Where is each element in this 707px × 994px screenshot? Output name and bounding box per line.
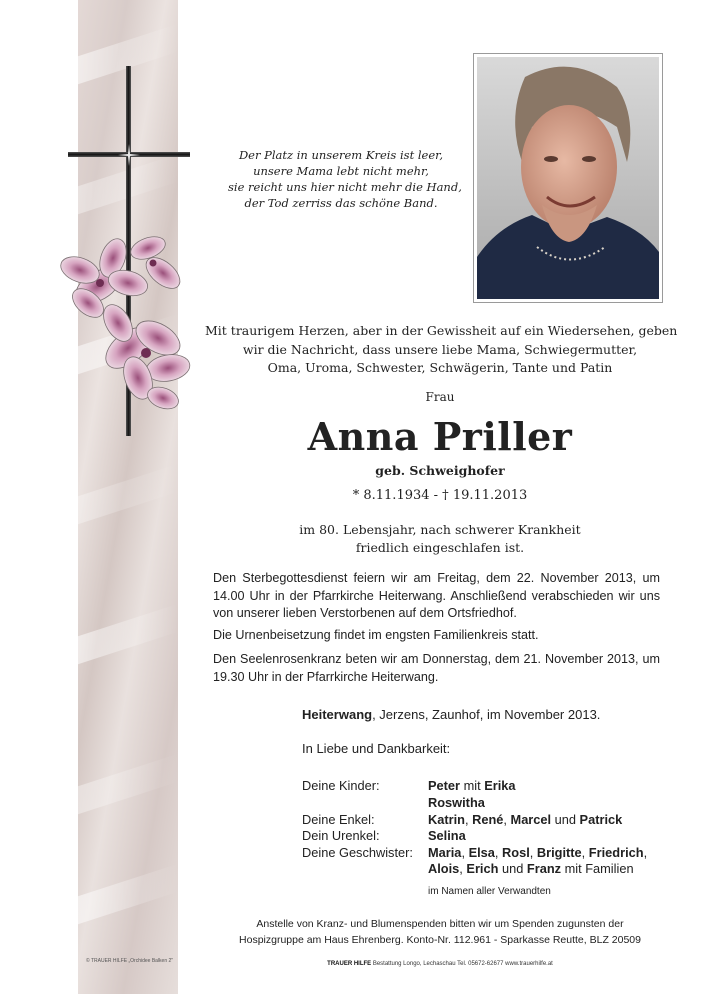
great-grandchild-name [428, 828, 466, 845]
donation-line: Anstelle von Kranz- und Blumenspenden bitten wir um Spenden zugunsten der [256, 918, 624, 930]
band-texture [78, 754, 178, 814]
orchid-flowers-icon [58, 228, 193, 418]
family-connector: , [494, 845, 503, 860]
salutation: Frau [425, 390, 455, 404]
deceased-name: Anna Priller [307, 414, 573, 459]
family-connector: , [459, 861, 467, 876]
undertaker-contact: Bestattung Longo, Lechaschau Tel. 05672-62677 www.trauerhilfe.at [371, 961, 553, 967]
maiden-name: geb. Schweighofer [375, 463, 505, 478]
siblings-label: Deine Geschwister: [302, 845, 413, 860]
grandchildren-label: Deine Enkel: [302, 812, 375, 827]
family-name: Peter [428, 778, 461, 793]
donation-note [205, 916, 675, 948]
family-name: Patrick [579, 812, 623, 827]
family-connector: , [581, 845, 589, 860]
portrait-image [477, 57, 659, 299]
sparkle-icon [118, 144, 140, 166]
life-dates: * 8.11.1934 - † 19.11.2013 [352, 488, 528, 503]
family-name: Friedrich [588, 845, 644, 860]
family-name: Erika [484, 778, 516, 793]
relatives-note: im Namen aller Verwandten [428, 886, 551, 897]
portrait-photo-frame [473, 53, 663, 303]
family-connector: , [503, 812, 511, 827]
band-texture [78, 864, 178, 924]
family-name: Katrin [428, 812, 465, 827]
place-date [302, 707, 600, 722]
place-rest: , Jerzens, Zaunhof, im November 2013. [372, 707, 601, 722]
undertaker-footer [205, 961, 675, 967]
family-connector: , [464, 812, 473, 827]
family-connector: , [529, 845, 537, 860]
thanks-line: In Liebe und Dankbarkeit: [302, 741, 451, 756]
portrait-photo [477, 57, 659, 299]
band-texture [78, 464, 178, 524]
great-grandchild-label: Dein Urenkel: [302, 828, 380, 843]
passing-line: friedlich eingeschlafen ist. [355, 540, 525, 555]
donation-line: Hospizgruppe am Haus Ehrenberg. Konto-Nr. 112.961 - Sparkasse Reutte, BLZ 20509 [239, 934, 641, 946]
passing-note [205, 521, 675, 557]
band-texture [78, 604, 178, 664]
family-connector: und [551, 812, 580, 827]
family-name: Roswitha [428, 795, 485, 810]
family-name: Selina [428, 828, 466, 843]
family-connector: , [461, 845, 469, 860]
urn-burial-text: Die Urnenbeisetzung findet im engsten Familienkreis statt. [213, 628, 539, 642]
intro-line: wir die Nachricht, dass unsere liebe Mama, Schwiegermutter, [242, 341, 638, 357]
copyright-note: © TRAUER HILFE „Orchidee Balken 2" [86, 958, 174, 964]
family-name: Brigitte [536, 845, 582, 860]
family-name: Marcel [510, 812, 552, 827]
family-name: Alois [428, 861, 460, 876]
family-name: Maria [428, 845, 462, 860]
family-name: Rosl [502, 845, 530, 860]
funeral-service-text: Den Sterbegottesdienst feiern wir am Freitag, dem 22. November 2013, um 14.00 Uhr in der Pfarrkirche Heiterwang. Anschließend verabschieden wir uns von unserer lieben Verstorbenen auf dem Ortsfriedhof. [213, 571, 660, 620]
siblings-names-2 [428, 861, 634, 878]
family-connector: und [498, 861, 527, 876]
family-name: Elsa [468, 845, 495, 860]
rosary-text: Den Seelenrosenkranz beten wir am Donnerstag, dem 21. November 2013, um 19.30 Uhr in der Pfarrkirche Heiterwang. [213, 652, 660, 684]
poem-line: unsere Mama lebt nicht mehr, [253, 164, 429, 178]
siblings-names [428, 845, 647, 862]
intro-line: Mit traurigem Herzen, aber in der Gewissheit auf ein Wiedersehen, geben [205, 323, 678, 338]
family-connector: mit [460, 778, 485, 793]
poem [228, 147, 462, 211]
family-name: René [472, 812, 504, 827]
place-main: Heiterwang [302, 707, 373, 722]
intro-line: Oma, Uroma, Schwester, Schwägerin, Tante und Patin [267, 360, 613, 375]
passing-line: im 80. Lebensjahr, nach schwerer Krankheit [299, 522, 581, 537]
poem-line: der Tod zerriss das schöne Band. [244, 196, 438, 210]
announcement-intro [205, 322, 678, 378]
children-names-2 [428, 795, 485, 812]
children-names [428, 778, 516, 795]
children-label: Deine Kinder: [302, 778, 380, 793]
grandchildren-names [428, 812, 622, 829]
family-name: Erich [466, 861, 499, 876]
undertaker-brand: TRAUER HILFE [327, 961, 372, 967]
poem-line: Der Platz in unserem Kreis ist leer, [238, 148, 444, 162]
family-connector: , [643, 845, 648, 860]
poem-line: sie reicht uns hier nicht mehr die Hand, [228, 180, 462, 194]
family-name: Franz [526, 861, 562, 876]
family-connector: mit Familien [561, 861, 634, 876]
